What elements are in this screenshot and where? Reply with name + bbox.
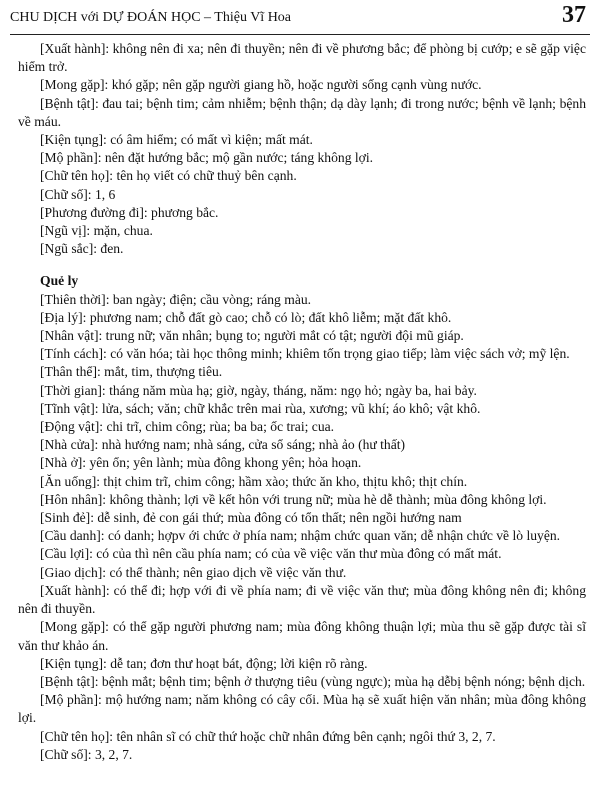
text-line: [Mong gặp]: khó gặp; nên gặp người giang hồ, hoặc người sống cạnh vùng nước.: [40, 77, 482, 93]
text-line: [Nhà ở]: yên ổn; yên lành; mùa đông khong yên; hỏa hoạn.: [40, 455, 362, 471]
text-line: [Địa lý]: phương nam; chỗ đất gò cao; chỗ có lò; đất khô liễm; mặt đất khô.: [40, 309, 452, 325]
text-line: [Chữ số]: 1, 6: [40, 186, 116, 202]
text-line: [Xuất hành]: không nên đi xa; nên đi thuyền; nên đi về phương bắc; để phòng bị cướp; e sẽ gặp việc hiểm trở.: [18, 41, 586, 75]
text-line: [Ngũ sắc]: đen.: [40, 241, 124, 257]
text-line: [Thiên thời]: ban ngày; điện; cầu vòng; ráng màu.: [40, 291, 312, 307]
text-line: [Động vật]: chi trĩ, chim công; rùa; ba ba; ốc trai; cua.: [40, 419, 335, 435]
text-line: [Xuất hành]: có thể đi; hợp với đi về phía nam; đi về việc văn thư; mùa đông không nên đi; không nên đi thuyền.: [18, 582, 586, 617]
text-line: [Bệnh tật]: đau tai; bệnh tim; cảm nhiễm; bệnh thận; dạ dày lạnh; đi trong nước; bệnh về lạnh; bệnh về máu.: [18, 95, 586, 129]
section-gap: [18, 258, 586, 272]
text-line: [Thân thể]: mắt, tim, thượng tiêu.: [40, 364, 223, 380]
text-line: [Nhà cửa]: nhà hướng nam; nhà sáng, cửa sổ sáng; nhà ảo (hư thất): [40, 437, 406, 453]
text-line: [Nhân vật]: trung nữ; văn nhân; bụng to; người mắt có tật; người đội mũ giáp.: [40, 328, 464, 344]
text-line: [Mong gặp]: có thể gặp người phương nam; mùa đông không thuận lợi; mùa thu sẽ gặp được tài sĩ văn thư khảo án.: [18, 619, 586, 653]
page-body: [18, 40, 586, 764]
text-line: [Tĩnh vật]: lửa, sách; văn; chữ khắc trên mai rùa, xương; vũ khí; áo khô; vật khô.: [40, 400, 481, 416]
text-line: [Chữ tên họ]: tên nhân sĩ có chữ thứ hoặc chữ nhân đứng bên cạnh; ngôi thứ 3, 2, 7.: [40, 728, 496, 744]
page-number: 37: [562, 2, 586, 28]
text-line: [Hôn nhân]: không thành; lợi về kết hôn với trung nữ; mùa hè dễ thành; mùa đông không lợi.: [40, 491, 547, 507]
text-line: [Thời gian]: tháng năm mùa hạ; giờ, ngày, tháng, năm: ngọ hỏ; ngày ba, hai bảy.: [40, 382, 477, 398]
text-line: [Bệnh tật]: bệnh mắt; bệnh tim; bệnh ở thượng tiêu (vùng ngực); mùa hạ dễbị bệnh nóng; bệnh dịch.: [40, 673, 586, 689]
text-line: [Mộ phần]: nên đặt hướng bắc; mộ gần nước; táng không lợi.: [40, 150, 374, 166]
text-line: [Chữ tên họ]: tên họ viết có chữ thuỷ bên cạnh.: [40, 168, 297, 184]
text-line: [Tính cách]: có văn hóa; tài học thông minh; khiêm tốn trọng giao tiếp; làm việc sách vở; mỹ lện.: [40, 346, 570, 362]
text-line: [Kiện tụng]: có âm hiểm; có mất vì kiện; mất mát.: [40, 132, 313, 148]
text-line: [Ăn uống]: thịt chim trĩ, chim công; hầm xào; thức ăn kho, thịtu khô; thịt chín.: [40, 473, 468, 489]
text-line: [Mộ phần]: mộ hướng nam; nǎm không có cây cối. Mùa hạ sẽ xuất hiện văn nhân; mùa đông không lợi.: [18, 692, 586, 726]
text-line: [Phương đường đi]: phương bắc.: [40, 204, 219, 220]
section-heading: Quẻ ly: [40, 273, 79, 289]
text-line: [Ngũ vị]: mặn, chua.: [40, 223, 153, 239]
page-header: [10, 4, 590, 35]
text-line: [Giao dịch]: có thể thành; nên giao dịch về việc văn thư.: [40, 564, 347, 580]
text-line: [Kiện tụng]: dễ tan; đơn thư hoạt bát, động; lời kiện rõ ràng.: [40, 655, 368, 671]
text-line: [Sinh đẻ]: dễ sinh, đẻ con gái thứ; mùa đông có tổn thất; nên ngồi hướng nam: [40, 510, 462, 526]
header-title: CHU DỊCH với DỰ ĐOÁN HỌC – Thiệu Vĩ Hoa: [10, 10, 292, 25]
text-line: [Chữ số]: 3, 2, 7.: [40, 746, 133, 762]
text-line: [Cầu lợi]: có của thì nên cầu phía nam; có của về việc văn thư mùa đông có mất mát.: [40, 546, 502, 562]
text-line: [Cầu danh]: có danh; hợpv ới chức ở phía nam; nhậm chức quan văn; dễ nhận chức về lò luyện.: [40, 528, 561, 544]
